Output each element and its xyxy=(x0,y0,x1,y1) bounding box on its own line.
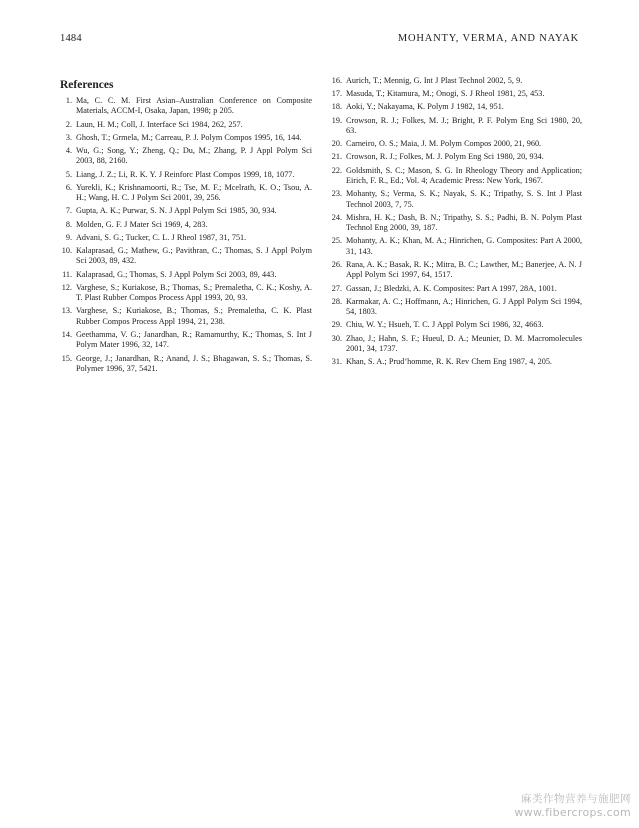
reference-number: 18. xyxy=(331,102,342,112)
reference-text: Geethamma, V. G.; Janardhan, R.; Ramamurthy, K.; Thomas, S. Int J Polym Mater 1996, 32, 147. xyxy=(76,330,312,350)
reference-number: 25. xyxy=(331,236,342,246)
reference-item xyxy=(330,236,582,257)
references-right-column xyxy=(330,76,582,371)
reference-number: 19. xyxy=(331,115,342,125)
reference-text: Kalaprasad, G.; Mathew, G.; Pavithran, C.; Thomas, S. J Appl Polym Sci 2003, 89, 432. xyxy=(76,246,312,266)
reference-item xyxy=(60,306,312,327)
reference-item xyxy=(330,139,582,149)
reference-item xyxy=(60,206,312,216)
reference-item xyxy=(330,284,582,294)
reference-text: Gupta, A. K.; Purwar, S. N. J Appl Polym Sci 1985, 30, 934. xyxy=(76,206,277,216)
reference-item xyxy=(330,357,582,367)
reference-text: Carneiro, O. S.; Maia, J. M. Polym Compos 2000, 21, 960. xyxy=(346,139,542,149)
reference-text: Mohanty, S.; Verma, S. K.; Nayak, S. K.; Tripathy, S. S. Int J Plast Technol 2003, 7, 75. xyxy=(346,189,582,209)
watermark xyxy=(514,792,631,820)
reference-number: 17. xyxy=(331,89,342,99)
reference-text: Mishra, H. K.; Dash, B. N.; Tripathy, S. S.; Padhi, B. N. Polym Plast Technol Eng 2000, 39, 187. xyxy=(346,212,582,233)
references-left-column xyxy=(60,96,312,377)
reference-text: Ghosh, T.; Grmela, M.; Carreau, P. J. Polym Compos 1995, 16, 144. xyxy=(76,132,302,142)
reference-text: Rana, A. K.; Basak, R. K.; Mitra, B. C.; Lawther, M.; Banerjee, A. N. J Appl Polym Sci 1997, 64, 1517. xyxy=(346,260,582,280)
reference-text: Karmakar, A. C.; Hoffmann, A.; Hinrichen, G. J Appl Polym Sci 1994, 54, 1803. xyxy=(346,296,582,317)
reference-item xyxy=(330,334,582,355)
reference-item xyxy=(60,120,312,130)
reference-number: 26. xyxy=(331,260,342,270)
reference-item xyxy=(330,116,582,137)
reference-text: Wu, G.; Song, Y.; Zheng, Q.; Du, M.; Zhang, P. J Appl Polym Sci 2003, 88, 2160. xyxy=(76,146,312,166)
reference-text: Kalaprasad, G.; Thomas, S. J Appl Polym Sci 2003, 89, 443. xyxy=(76,269,277,279)
reference-item xyxy=(330,89,582,99)
reference-text: Crowson, R. J.; Folkes, M. J.; Bright, P. F. Polym Eng Sci 1980, 20, 63. xyxy=(346,115,582,136)
reference-text: Molden, G. F. J Mater Sci 1969, 4, 283. xyxy=(76,219,208,229)
reference-text: Chiu, W. Y.; Hsueh, T. C. J Appl Polym Sci 1986, 32, 4663. xyxy=(346,320,544,330)
reference-number: 15. xyxy=(61,353,72,363)
reference-number: 16. xyxy=(331,76,342,85)
reference-item xyxy=(330,76,582,86)
reference-text: Liang, J. Z.; Li, R. K. Y. J Reinforc Plast Compos 1999, 18, 1077. xyxy=(76,169,295,179)
watermark-site-name: 麻类作物营养与施肥网 xyxy=(521,793,631,805)
reference-text: George, J.; Janardhan, R.; Anand, J. S.; Bhagawan, S. S.; Thomas, S. Polymer 1996, 37, 5421. xyxy=(76,353,312,374)
reference-text: Yurekli, K.; Krishnamoorti, R.; Tse, M. F.; Mcelrath, K. O.; Tsou, A. H.; Wang, H. C. J Polym Sci 2001, 39, 256. xyxy=(76,182,312,203)
reference-number: 22. xyxy=(331,165,342,175)
reference-item xyxy=(60,283,312,304)
reference-item xyxy=(60,270,312,280)
references-heading: References xyxy=(60,79,114,91)
reference-number: 30. xyxy=(331,333,342,343)
reference-text: Aurich, T.; Mennig, G. Int J Plast Technol 2002, 5, 9. xyxy=(346,76,523,85)
reference-item xyxy=(330,152,582,162)
reference-number: 13. xyxy=(61,306,72,316)
reference-text: Laun, H. M.; Coll, J. Interface Sci 1984, 262, 257. xyxy=(76,119,243,129)
reference-item xyxy=(330,213,582,234)
reference-text: Gassan, J.; Bledzki, A. K. Composites: Part A 1997, 28A, 1001. xyxy=(346,283,557,293)
reference-number: 27. xyxy=(331,283,342,293)
reference-number: 20. xyxy=(331,139,342,149)
reference-item xyxy=(60,246,312,267)
reference-number: 11. xyxy=(62,269,72,279)
reference-item xyxy=(330,189,582,210)
reference-text: Goldsmith, S. C.; Mason, S. G. In Rheology Theory and Application; Eirich, F. R., Ed.; Vol. 4; Academic Press: New York, 1967. xyxy=(346,165,582,186)
reference-item xyxy=(330,297,582,318)
reference-number: 3. xyxy=(65,132,72,142)
reference-item xyxy=(330,166,582,187)
reference-item xyxy=(60,233,312,243)
reference-item xyxy=(60,170,312,180)
reference-number: 12. xyxy=(61,282,72,292)
reference-number: 28. xyxy=(331,296,342,306)
reference-number: 21. xyxy=(331,152,342,162)
reference-number: 10. xyxy=(61,246,72,256)
reference-number: 14. xyxy=(61,330,72,340)
reference-text: Ma, C. C. M. First Asian–Australian Conference on Composite Materials, ACCM-I, Osaka, Japan, 1998; p 205. xyxy=(76,96,312,116)
reference-text: Crowson, R. J.; Folkes, M. J. Polym Eng Sci 1980, 20, 934. xyxy=(346,152,544,162)
reference-item xyxy=(60,330,312,351)
page-number: 1484 xyxy=(60,33,82,44)
reference-number: 8. xyxy=(65,219,72,229)
reference-number: 1. xyxy=(65,96,72,105)
reference-text: Varghese, S.; Kuriakose, B.; Thomas, S.; Premaletha, C. K. Plast Rubber Compos Process Appl 1994, 21, 238. xyxy=(76,306,312,326)
reference-item xyxy=(60,96,312,117)
reference-number: 23. xyxy=(331,189,342,199)
reference-text: Masuda, T.; Kitamura, M.; Onogi, S. J Rheol 1981, 25, 453. xyxy=(346,89,545,99)
reference-number: 4. xyxy=(65,146,72,156)
reference-text: Aoki, Y.; Nakayama, K. Polym J 1982, 14, 951. xyxy=(346,102,504,112)
reference-text: Advani, S. G.; Tucker, C. L. J Rheol 1987, 31, 751. xyxy=(76,232,247,242)
reference-number: 2. xyxy=(65,119,72,129)
reference-item xyxy=(60,354,312,375)
reference-item xyxy=(60,146,312,167)
reference-item xyxy=(330,102,582,112)
reference-number: 5. xyxy=(65,169,72,179)
reference-text: Khan, S. A.; Prud’homme, R. K. Rev Chem Eng 1987, 4, 205. xyxy=(346,357,552,367)
reference-number: 9. xyxy=(65,232,72,242)
reference-number: 29. xyxy=(331,320,342,330)
reference-text: Mohanty, A. K.; Khan, M. A.; Hinrichen, G. Composites: Part A 2000, 31, 143. xyxy=(346,236,582,256)
reference-item xyxy=(330,320,582,330)
reference-item xyxy=(60,220,312,230)
reference-text: Varghese, S.; Kuriakose, B.; Thomas, S.; Premaletha, C. K.; Koshy, A. T. Plast Rubber Compos Process Appl 1993, 20, 93. xyxy=(76,282,312,303)
reference-item xyxy=(60,183,312,204)
watermark-url: www.fibercrops.com xyxy=(514,806,631,819)
reference-number: 31. xyxy=(331,357,342,367)
running-head: MOHANTY, VERMA, AND NAYAK xyxy=(397,33,579,44)
reference-item xyxy=(60,133,312,143)
reference-number: 6. xyxy=(65,182,72,192)
reference-number: 24. xyxy=(331,212,342,222)
reference-number: 7. xyxy=(65,206,72,216)
reference-item xyxy=(330,260,582,281)
reference-text: Zhao, J.; Hahn, S. F.; Hueul, D. A.; Meunier, D. M. Macromolecules 2001, 34, 1737. xyxy=(346,333,582,354)
